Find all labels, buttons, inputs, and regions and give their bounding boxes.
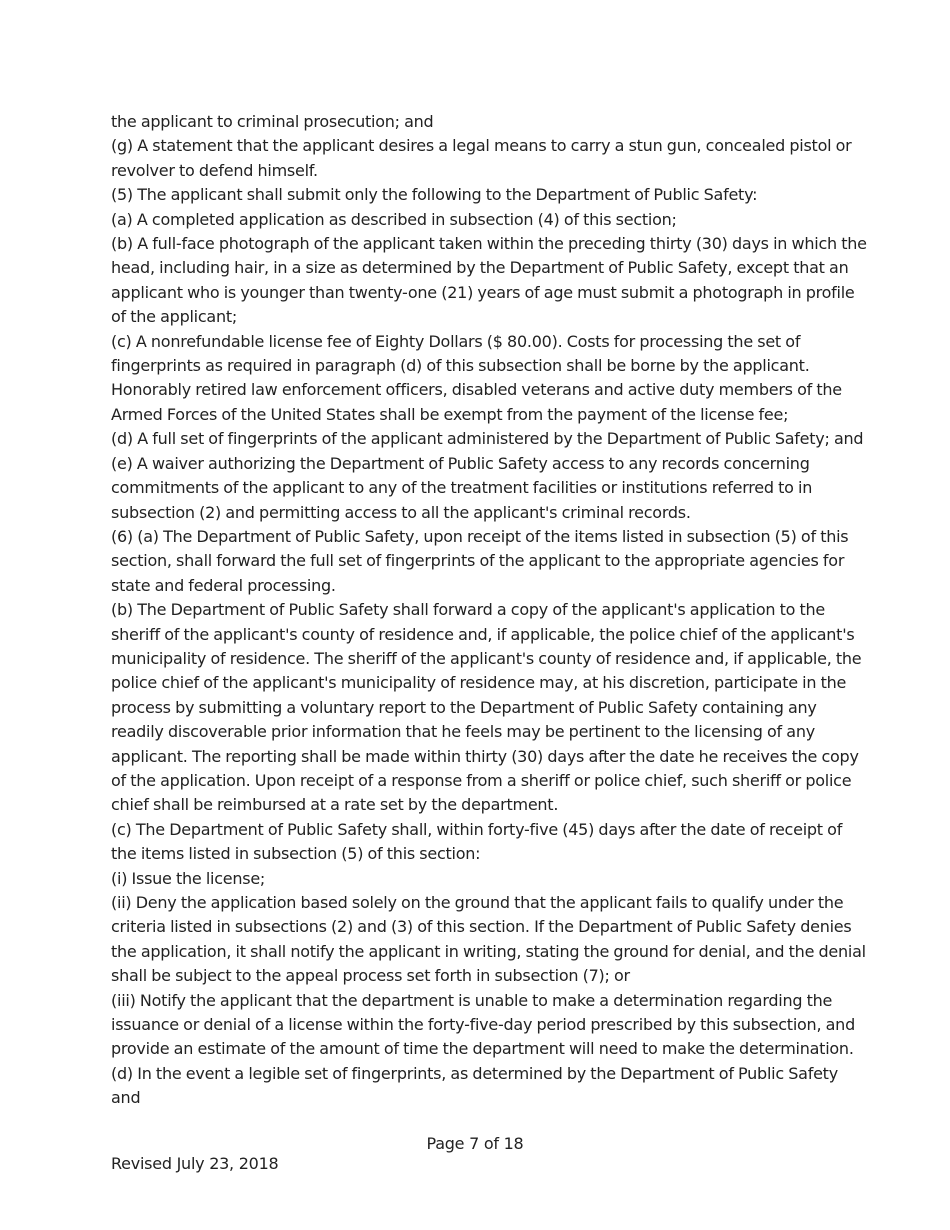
paragraph-6c-ii: (ii) Deny the application based solely on the ground that the applicant fails to qualify under the criteria listed in subsections (2) and (3) of this section. If the Department of Public Safety denies the application, it shall notify the applicant in writing, stating the ground for denial, and the denial shall be subject to the appeal process set forth in subsection (7); or xyxy=(111,893,866,986)
revised-date: Revised July 23, 2018 xyxy=(111,1154,279,1173)
paragraph-continuation: the applicant to criminal prosecution; and xyxy=(111,112,434,131)
paragraph-6c: (c) The Department of Public Safety shall, within forty-five (45) days after the date of receipt of the items listed in subsection (5) of this section: xyxy=(111,819,843,864)
paragraph-6c-i: (i) Issue the license; xyxy=(111,868,266,888)
paragraph-5: (5) The applicant shall submit only the following to the Department of Public Safety: xyxy=(111,185,758,205)
paragraph-5d: (d) A full set of fingerprints of the applicant administered by the Department of Public Safety; and xyxy=(111,429,864,449)
paragraph-6b: (b) The Department of Public Safety shall forward a copy of the applicant's application to the sheriff of the applicant's county of residence and, if applicable, the police chief of the applicant's municipality of residence. The sheriff of the applicant's county of residence and, if applicable, the police chief of the applicant's municipality of residence may, at his discretion, participate in the process by submitting a voluntary report to the Department of Public Safety containing any readily discoverable prior information that he feels may be pertinent to the licensing of any applicant. The reporting shall be made within thirty (30) days after the date he receives the copy of the application. Upon receipt of a response from a sheriff or police chief, such sheriff or police chief shall be reimbursed at a rate set by the department. xyxy=(111,600,862,815)
paragraph-5e: (e) A waiver authorizing the Department of Public Safety access to any records concerning commitments of the applicant to any of the treatment facilities or institutions referred to in subsection (2) and permitting access to all the applicant's criminal records. xyxy=(111,453,813,522)
page-number: Page 7 of 18 xyxy=(426,1134,524,1153)
paragraph-5b: (b) A full-face photograph of the applicant taken within the preceding thirty (30) days in which the head, including hair, in a size as determined by the Department of Public Safety, except that an applicant who is younger than twenty-one (21) years of age must submit a photograph in profile of the applicant; xyxy=(111,234,867,327)
paragraph-6c-iii: (iii) Notify the applicant that the department is unable to make a determination regarding the issuance or denial of a license within the forty-five-day period prescribed by this subsection, and provide an estimate of the amount of time the department will need to make the determination. xyxy=(111,990,855,1059)
paragraph-4g: (g) A statement that the applicant desires a legal means to carry a stun gun, concealed pistol or revolver to defend himself. xyxy=(111,136,852,180)
paragraph-6a: (6) (a) The Department of Public Safety, upon receipt of the items listed in subsection (5) of this section, shall forward the full set of fingerprints of the applicant to the appropriate agencies for state and federal processing. xyxy=(111,526,849,595)
paragraph-6d: (d) In the event a legible set of fingerprints, as determined by the Department of Public Safety and xyxy=(111,1063,838,1108)
paragraph-5c: (c) A nonrefundable license fee of Eighty Dollars ($ 80.00). Costs for processing the set of fingerprints as required in paragraph (d) of this subsection shall be borne by the applicant. Honorably retired law enforcement officers, disabled veterans and active duty members of the Armed Forces of the United States shall be exempt from the payment of the license fee; xyxy=(111,331,842,424)
document-body xyxy=(111,110,871,1111)
paragraph-5a: (a) A completed application as described in subsection (4) of this section; xyxy=(111,209,677,229)
